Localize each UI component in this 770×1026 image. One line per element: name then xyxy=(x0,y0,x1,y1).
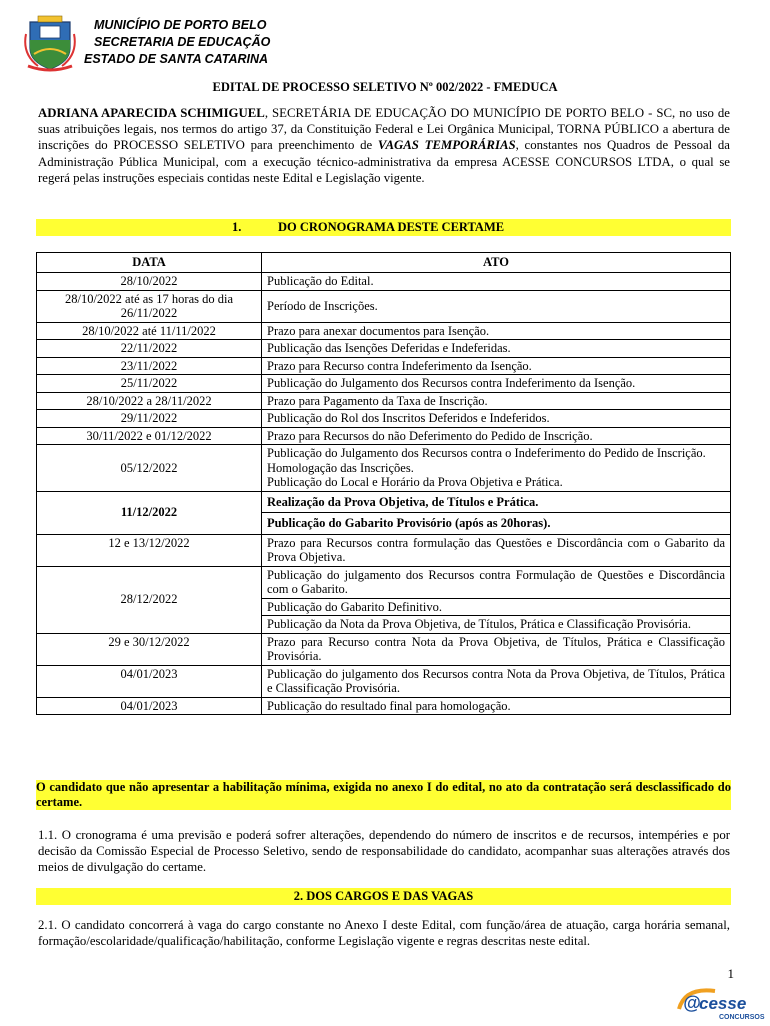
section-1-heading xyxy=(36,219,731,236)
page-number: 1 xyxy=(727,966,734,981)
intro-part2: , constantes nos Quadros de Pessoal da Administração Pública Municipal, com a execução técnico-administrativa da empresa ACESSE CONCURSOS LTDA, o qual se regerá pelas instruções especiais contidas neste Edital e Legislação vigente. xyxy=(38,138,730,185)
table-row xyxy=(37,392,731,410)
intro-emphasis: VAGAS TEMPORÁRIAS xyxy=(377,138,516,153)
svg-text:@: @ xyxy=(683,993,701,1013)
table-row xyxy=(37,534,731,566)
schedule-act: Publicação do Rol dos Inscritos Deferidos e Indeferidos. xyxy=(262,410,731,428)
section-1-title: DO CRONOGRAMA DESTE CERTAME xyxy=(278,220,505,234)
schedule-act: Publicação do resultado final para homologação. xyxy=(262,697,731,715)
schedule-act: Prazo para Pagamento da Taxa de Inscrição. xyxy=(262,392,731,410)
schedule-date: 29/11/2022 xyxy=(37,410,262,428)
schedule-col-date: DATA xyxy=(37,253,262,273)
section-2-heading: 2. DOS CARGOS E DAS VAGAS xyxy=(36,888,731,905)
schedule-act: Publicação do Julgamento dos Recursos contra o Indeferimento do Pedido de Inscrição. xyxy=(267,446,706,460)
schedule-date: 28/10/2022 xyxy=(37,273,262,291)
schedule-date: 23/11/2022 xyxy=(37,357,262,375)
schedule-table xyxy=(36,252,731,715)
intro-part1: , SECRETÁRIA DE EDUCAÇÃO DO MUNICÍPIO DE PORTO BELO - SC, no uso de suas atribuições legais, nos termos do artigo 37, da Constituição Federal e Lei Orgânica Municipal, TORNA PÚBLICO a abertura de inscrições do PROCESSO SELETIVO para preenchimento de xyxy=(38,106,730,153)
schedule-date: 28/10/2022 até 11/11/2022 xyxy=(37,322,262,340)
habilitation-warning: O candidato que não apresentar a habilitação mínima, exigida no anexo I do edital, no ato da contratação será desclassificado do certame. xyxy=(36,780,731,809)
intro-paragraph xyxy=(38,105,730,186)
schedule-act: Prazo para Recursos do não Deferimento do Pedido de Inscrição. xyxy=(262,427,731,445)
schedule-date: 22/11/2022 xyxy=(37,340,262,358)
schedule-date: 05/12/2022 xyxy=(37,445,262,492)
table-row xyxy=(37,697,731,715)
table-row xyxy=(37,340,731,358)
intro-name: ADRIANA APARECIDA SCHIMIGUEL xyxy=(38,106,265,120)
table-row xyxy=(37,357,731,375)
schedule-act: Prazo para Recurso contra Indeferimento da Isenção. xyxy=(262,357,731,375)
schedule-act: Publicação do Gabarito Definitivo. xyxy=(262,598,730,616)
acesse-concursos-logo xyxy=(675,985,765,1021)
section-1-number: 1. xyxy=(232,220,242,234)
schedule-date: 04/01/2023 xyxy=(37,665,262,697)
schedule-act: Publicação do julgamento dos Recursos contra Nota da Prova Objetiva, de Títulos, Prática e Classificação Provisória. xyxy=(262,665,731,697)
schedule-act: Publicação do Julgamento dos Recursos contra Indeferimento da Isenção. xyxy=(262,375,731,393)
org-line-secretariat: SECRETARIA DE EDUCAÇÃO xyxy=(94,35,271,49)
schedule-act: Publicação do Edital. xyxy=(262,273,731,291)
table-row xyxy=(37,273,731,291)
org-line-municipality: MUNICÍPIO DE PORTO BELO xyxy=(94,18,267,32)
schedule-date: 04/01/2023 xyxy=(37,697,262,715)
schedule-date: 29 e 30/12/2022 xyxy=(37,633,262,665)
edital-title: EDITAL DE PROCESSO SELETIVO Nº 002/2022 - FMEDUCA xyxy=(212,80,558,94)
table-row xyxy=(37,410,731,428)
schedule-date: 28/10/2022 a 28/11/2022 xyxy=(37,392,262,410)
table-row xyxy=(37,566,731,633)
schedule-act: Período de Inscrições. xyxy=(262,290,731,322)
table-row xyxy=(37,290,731,322)
schedule-act: Prazo para Recursos contra formulação das Questões e Discordância com o Gabarito da Prova Objetiva. xyxy=(262,534,731,566)
schedule-act-group xyxy=(262,491,731,534)
table-row xyxy=(37,665,731,697)
organization-header xyxy=(84,17,324,68)
paragraph-1-1: 1.1. O cronograma é uma previsão e poderá sofrer alterações, dependendo do número de inscritos e de recursos, intempéries e por decisão da Comissão Especial de Processo Seletivo, sendo de responsabilidade do candidato, acompanhar suas alterações através dos meios de divulgação do certame. xyxy=(38,828,730,874)
table-row xyxy=(37,633,731,665)
table-row xyxy=(37,322,731,340)
schedule-act: Prazo para anexar documentos para Isenção. xyxy=(262,322,731,340)
schedule-date: 28/10/2022 até as 17 horas do dia 26/11/2022 xyxy=(37,290,262,322)
schedule-act: Publicação do Gabarito Provisório (após as 20horas). xyxy=(262,512,730,534)
schedule-act: Publicação do julgamento dos Recursos contra Formulação de Questões e Discordância com o Gabarito. xyxy=(267,567,725,596)
schedule-act: Realização da Prova Objetiva, de Títulos e Prática. xyxy=(267,494,539,509)
municipal-coat-of-arms xyxy=(22,14,78,72)
schedule-act: Publicação das Isenções Deferidas e Indeferidas. xyxy=(262,340,731,358)
table-row xyxy=(37,375,731,393)
schedule-header-row xyxy=(37,253,731,273)
schedule-date: 30/11/2022 e 01/12/2022 xyxy=(37,427,262,445)
schedule-date: 11/12/2022 xyxy=(37,491,262,534)
schedule-act: Prazo para Recurso contra Nota da Prova Objetiva, de Títulos, Prática e Classificação Provisória. xyxy=(262,633,731,665)
schedule-date: 28/12/2022 xyxy=(37,566,262,633)
table-row xyxy=(37,445,731,492)
svg-text:CONCURSOS: CONCURSOS xyxy=(719,1014,765,1021)
svg-text:cesse: cesse xyxy=(699,994,747,1013)
schedule-act: Homologação das Inscrições. xyxy=(267,460,414,475)
paragraph-2-1: 2.1. O candidato concorrerá à vaga do cargo constante no Anexo I deste Edital, com função/área de atuação, carga horária semanal, formação/escolaridade/qualificação/habilitação, conforme Legislação vigente e regras descritas neste edital. xyxy=(38,918,730,948)
schedule-col-act: ATO xyxy=(262,253,731,273)
schedule-act-group xyxy=(262,566,731,633)
schedule-act: Publicação da Nota da Prova Objetiva, de Títulos, Prática e Classificação Provisória. xyxy=(262,615,730,633)
schedule-act-group xyxy=(262,445,731,492)
table-row xyxy=(37,491,731,534)
schedule-act: Publicação do Local e Horário da Prova Objetiva e Prática. xyxy=(267,475,563,489)
schedule-date: 12 e 13/12/2022 xyxy=(37,534,262,566)
table-row xyxy=(37,427,731,445)
acesse-logo-graphic xyxy=(675,985,765,1021)
schedule-date: 25/11/2022 xyxy=(37,375,262,393)
org-line-state: ESTADO DE SANTA CATARINA xyxy=(84,52,269,66)
